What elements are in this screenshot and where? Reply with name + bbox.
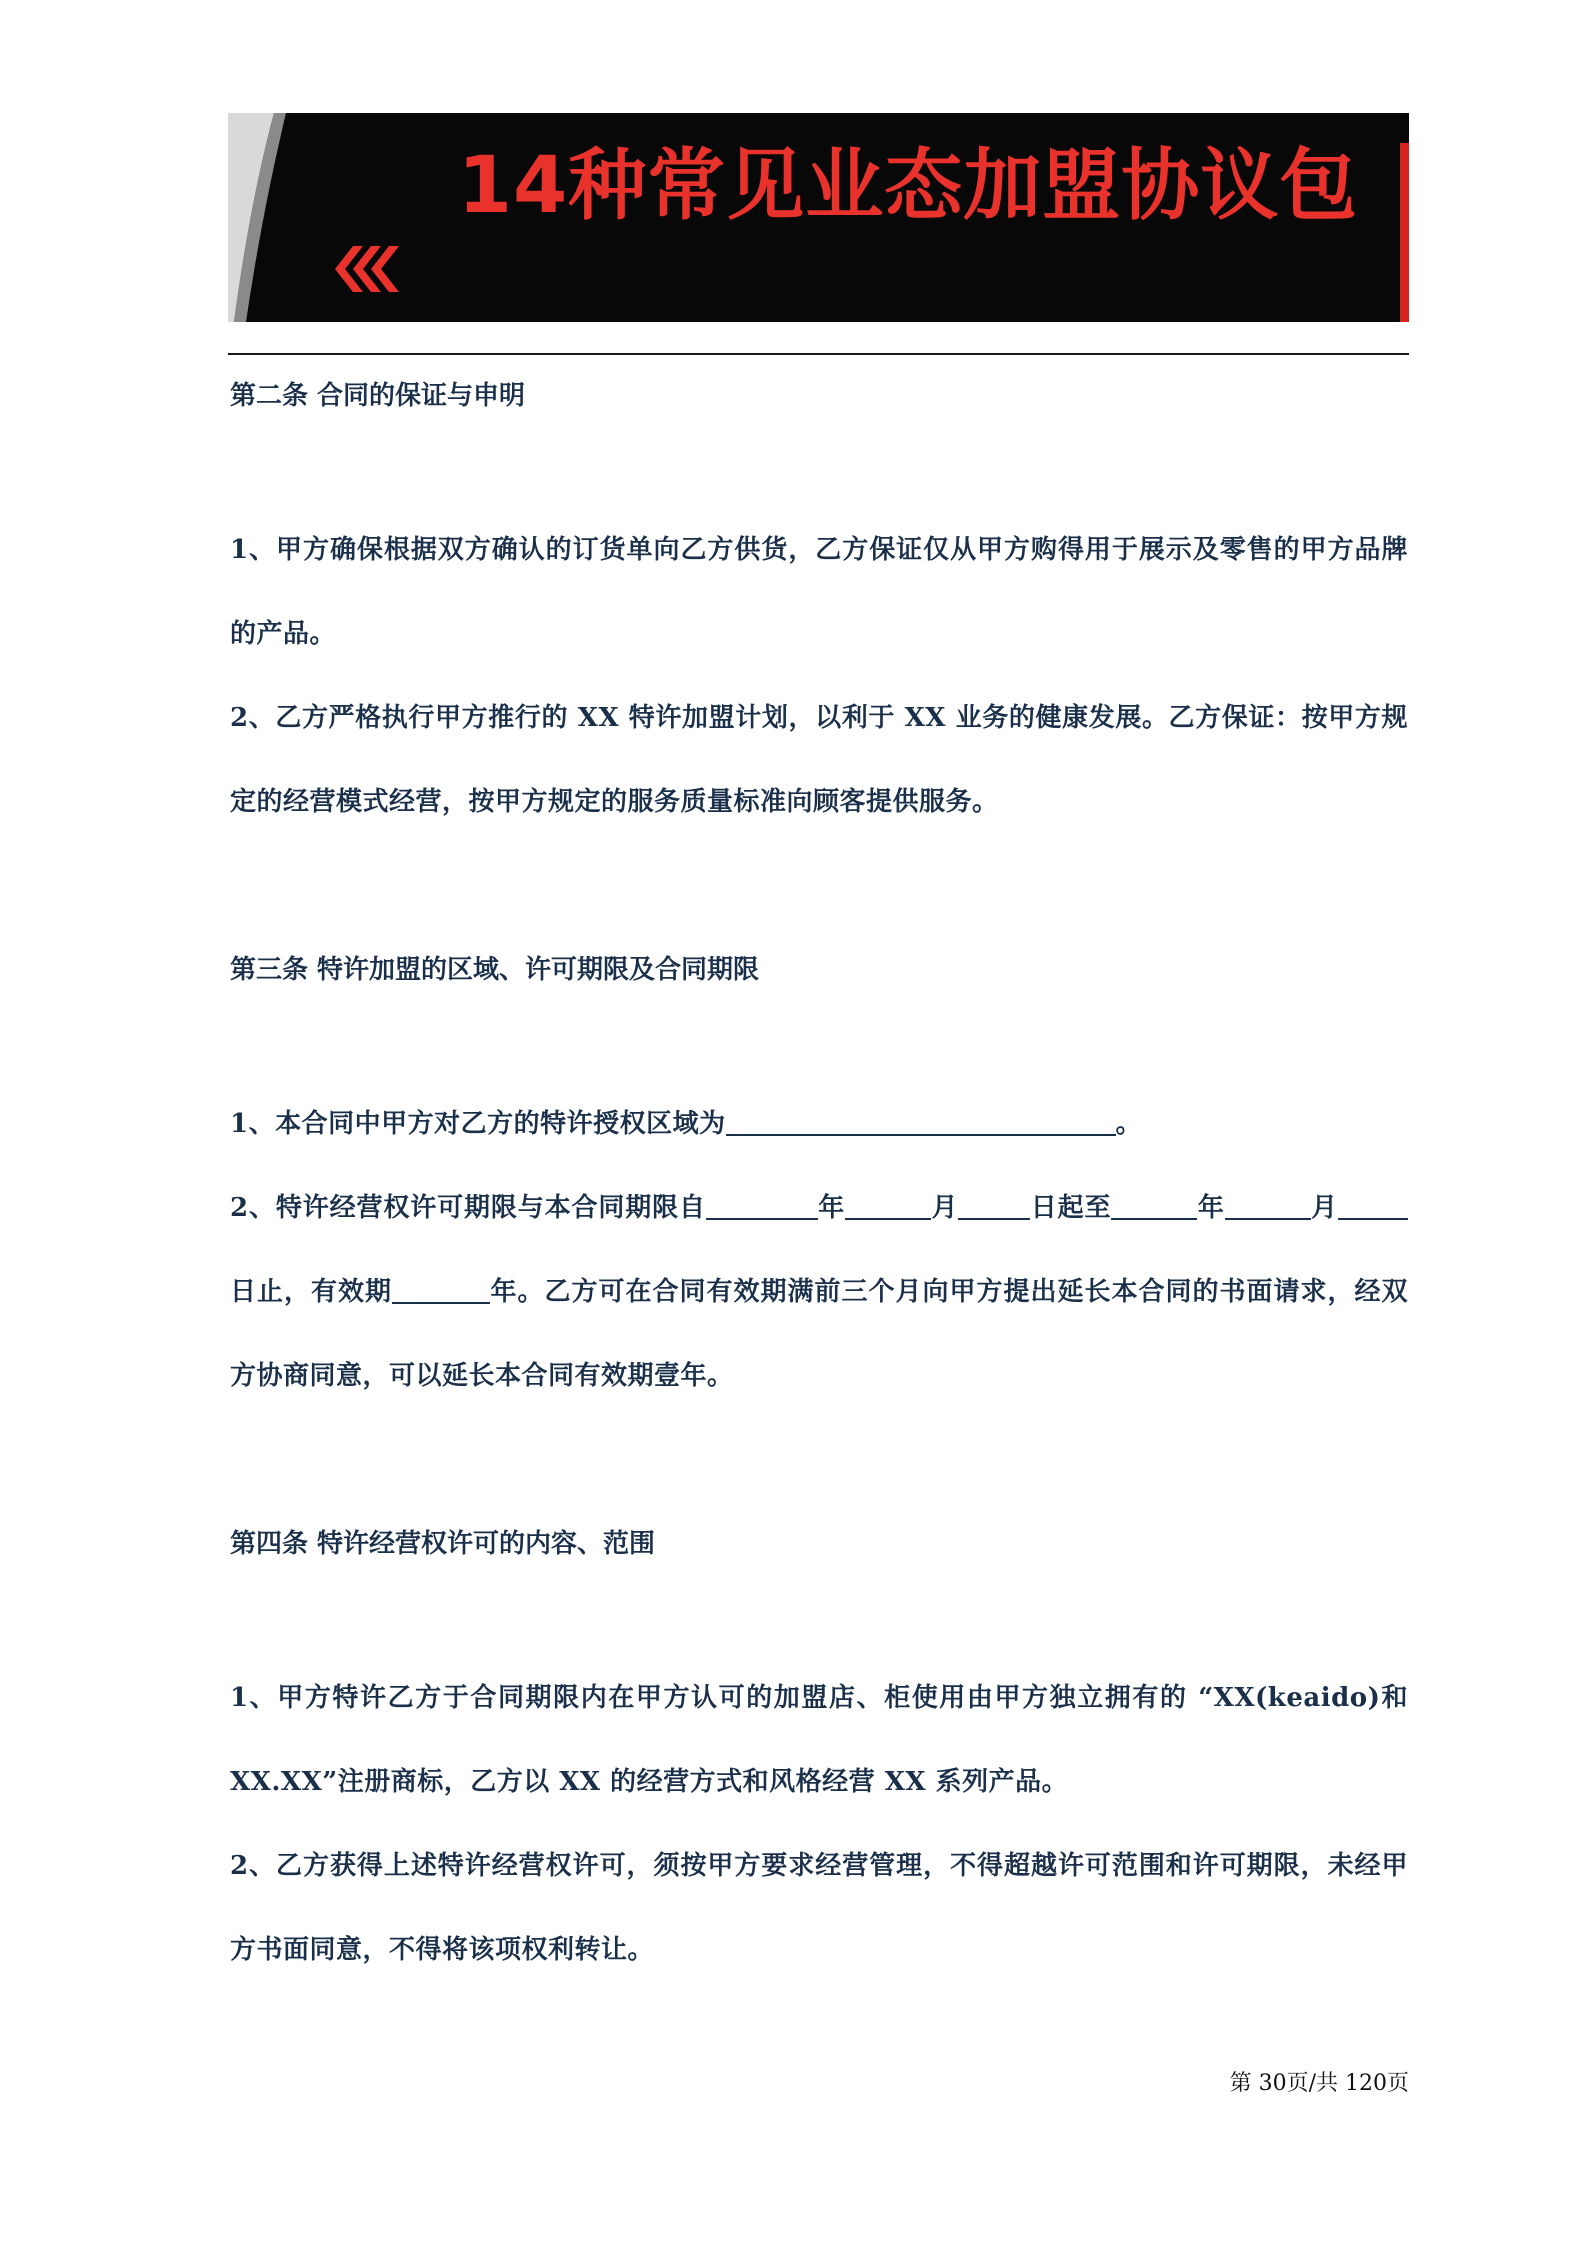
- section-heading: 第二条 合同的保证与申明: [230, 381, 526, 411]
- section-heading: 第三条 特许加盟的区域、许可期限及合同期限: [230, 955, 760, 985]
- paragraph-license-period: [230, 1166, 1408, 1418]
- fill-in-blank-start-year: [706, 1192, 818, 1220]
- fill-in-blank-end-month: [1225, 1192, 1311, 1220]
- text: 2、特许经营权许可期限与本合同期限自: [230, 1193, 706, 1223]
- section-heading: 第四条 特许经营权许可的内容、范围: [230, 1529, 656, 1559]
- header-banner: [228, 113, 1409, 322]
- text: 月: [931, 1193, 959, 1223]
- text: 1、本合同中甲方对乙方的特许授权区域为: [230, 1109, 726, 1139]
- document-body: [230, 370, 1408, 1992]
- banner-accent-bar: [1400, 143, 1409, 322]
- page-number: 第 30页/共 120页: [1229, 2071, 1409, 2096]
- text: 日止，有效期: [230, 1277, 392, 1307]
- fill-in-blank-validity-years: [392, 1276, 490, 1304]
- fill-in-blank-end-day: [1338, 1192, 1408, 1220]
- fill-in-blank-start-month: [845, 1192, 931, 1220]
- paragraph-authorized-region: [230, 1082, 1408, 1166]
- text: 。: [1115, 1109, 1143, 1139]
- paragraph: 2、乙方获得上述特许经营权许可，须按甲方要求经营管理，不得超越许可范围和许可期限，未经甲方书面同意，不得将该项权利转让。: [230, 1851, 1408, 1965]
- chevrons-left-icon: [333, 246, 403, 292]
- banner-title: 14种常见业态加盟协议包: [457, 141, 1359, 231]
- text: 年。乙方可在合同有效期满前三个月向甲方提出延长本合同的书面请求，经双方协商同意，可以延长本合同有效期壹年。: [230, 1277, 1408, 1391]
- fill-in-blank-start-day: [958, 1192, 1030, 1220]
- fill-in-blank-end-year: [1111, 1192, 1197, 1220]
- paragraph: 1、甲方特许乙方于合同期限内在甲方认可的加盟店、柜使用由甲方独立拥有的 “XX(keaido)和 XX.XX”注册商标，乙方以 XX 的经营方式和风格经营 XX 系列产品。: [230, 1683, 1408, 1797]
- text: 日起至: [1030, 1193, 1112, 1223]
- fill-in-blank-region: [726, 1108, 1116, 1136]
- text: 月: [1310, 1193, 1338, 1223]
- header-divider: [228, 353, 1409, 355]
- text: 年: [1197, 1193, 1225, 1223]
- banner-swoosh-graphic: [228, 113, 288, 322]
- text: 年: [817, 1193, 846, 1223]
- paragraph: 2、乙方严格执行甲方推行的 XX 特许加盟计划，以利于 XX 业务的健康发展。乙方保证：按甲方规定的经营模式经营，按甲方规定的服务质量标准向顾客提供服务。: [230, 703, 1408, 817]
- paragraph: 1、甲方确保根据双方确认的订货单向乙方供货，乙方保证仅从甲方购得用于展示及零售的甲方品牌的产品。: [230, 535, 1408, 649]
